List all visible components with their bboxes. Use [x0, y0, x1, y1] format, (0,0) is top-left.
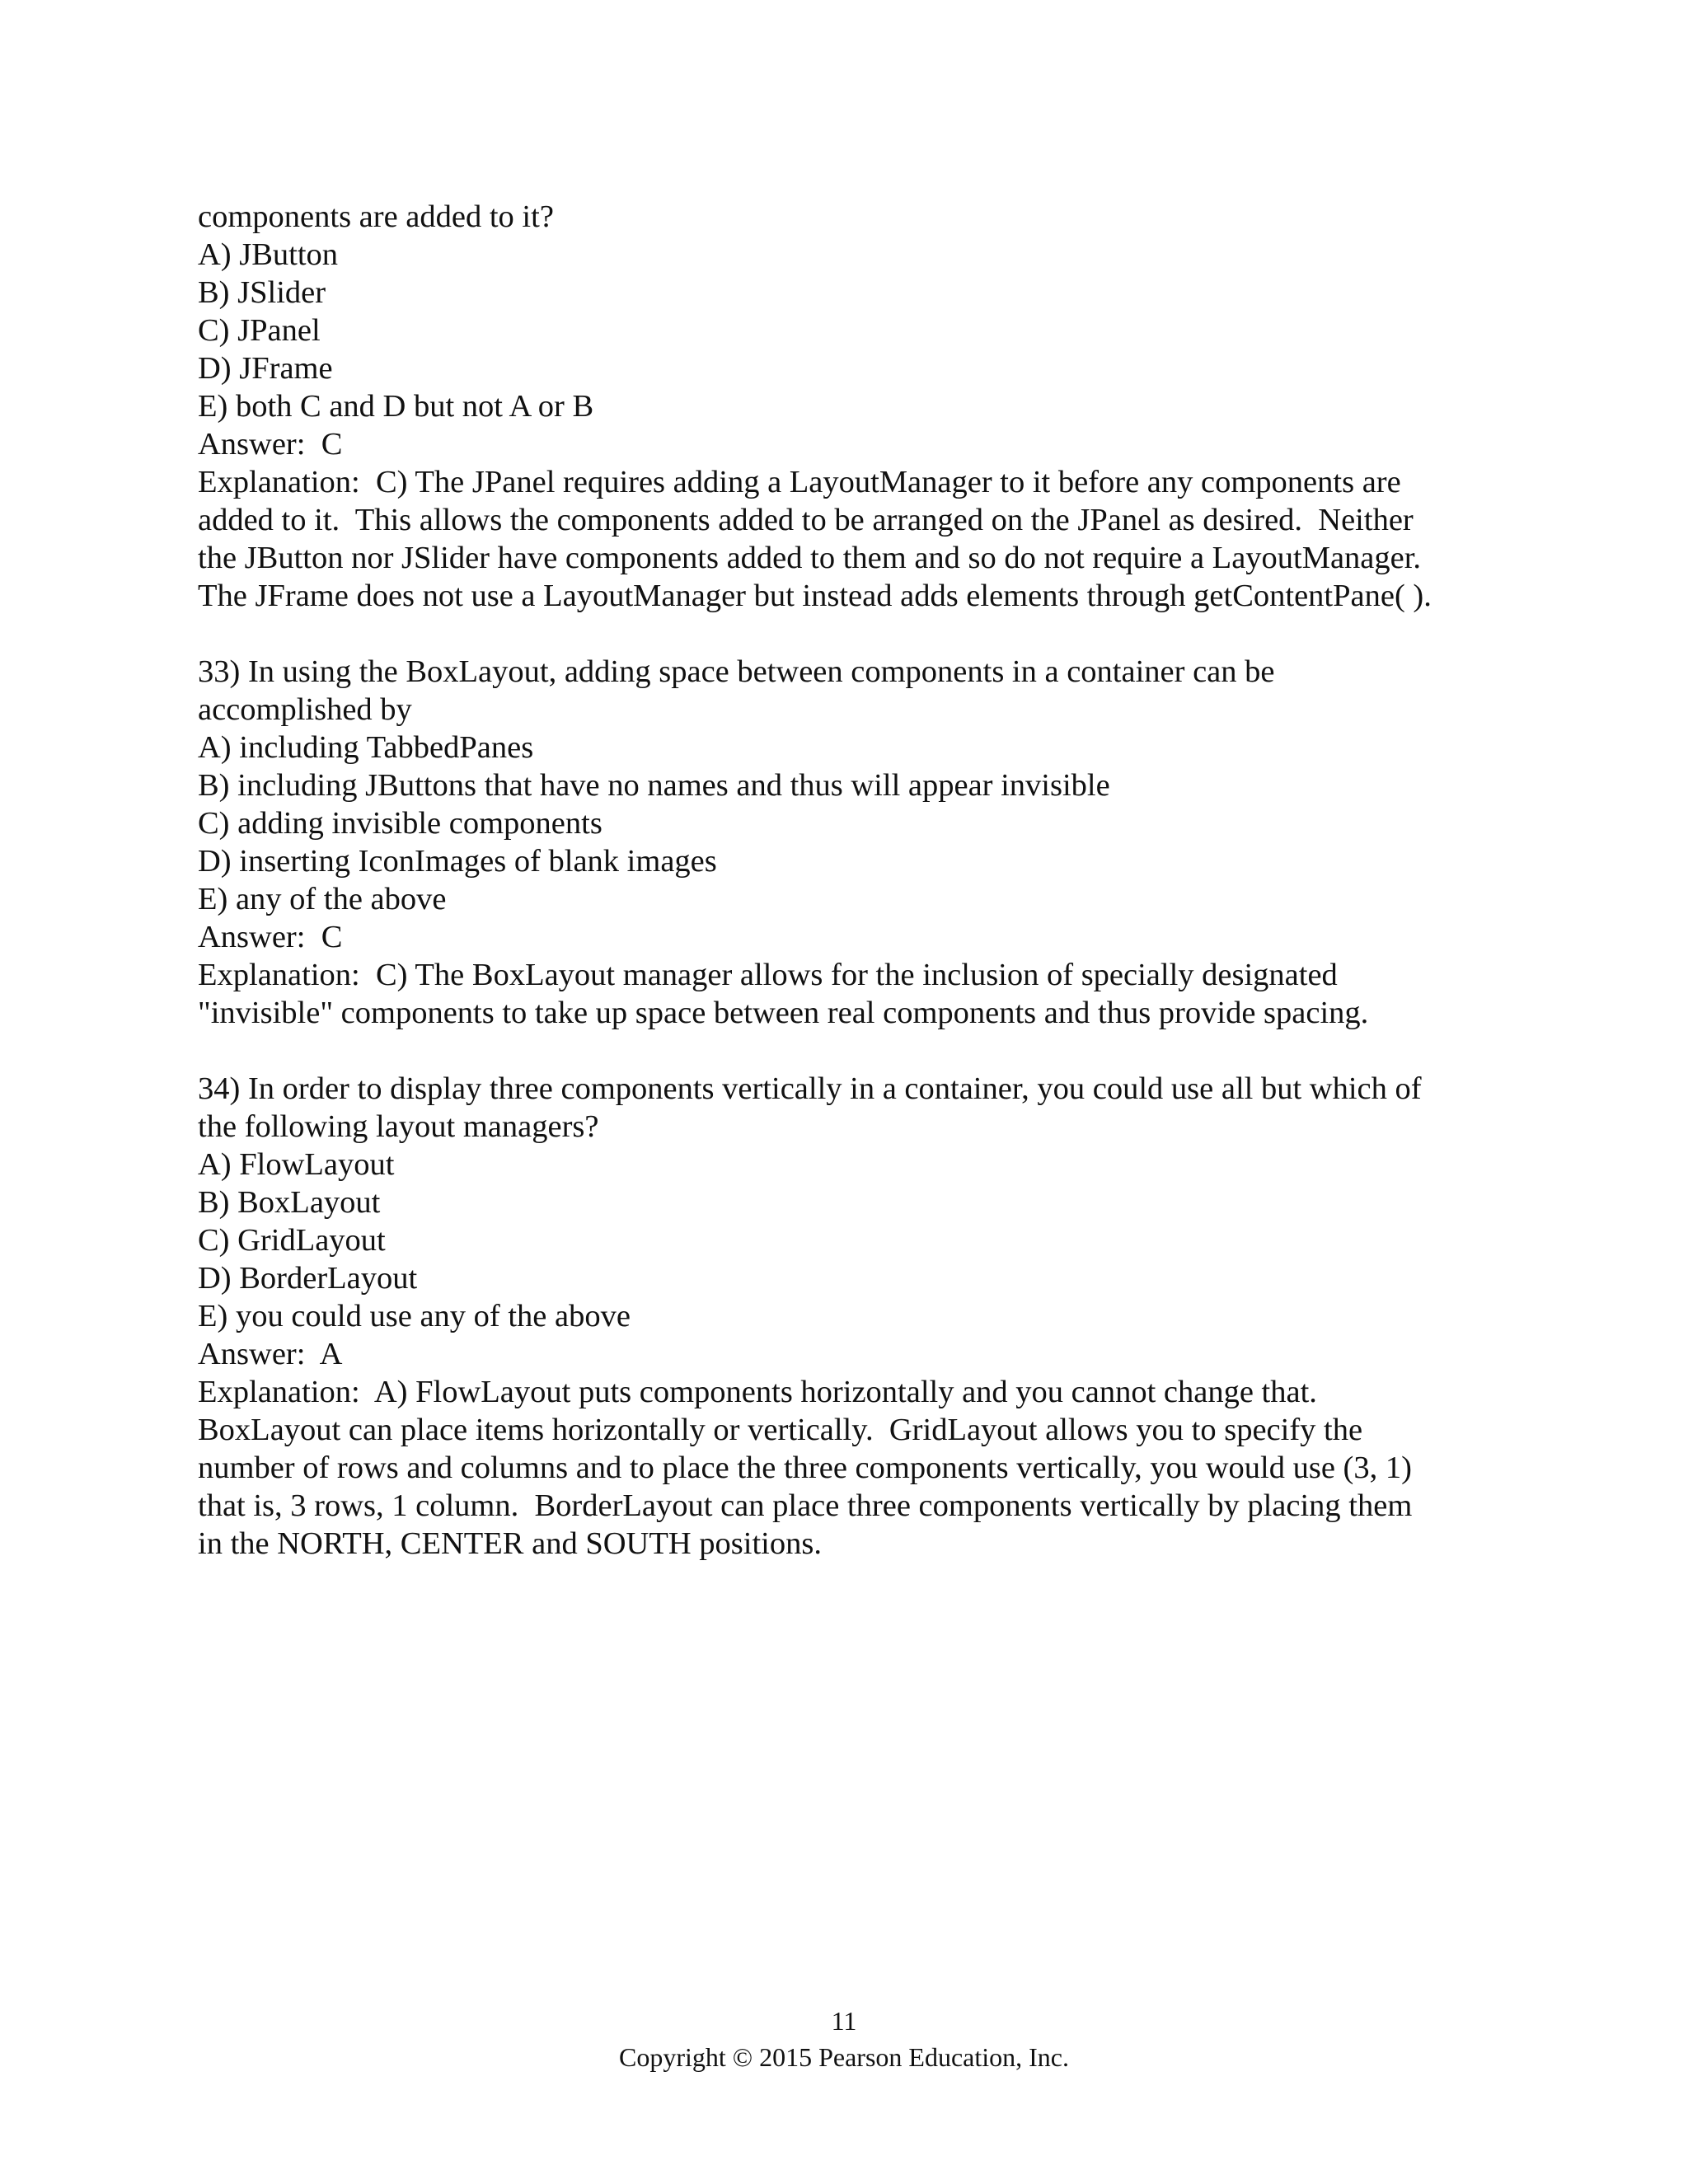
option-b: B) BoxLayout — [198, 1185, 381, 1220]
option-d: D) BorderLayout — [198, 1261, 418, 1296]
option-a: A) FlowLayout — [198, 1147, 395, 1182]
option-c: C) adding invisible components — [198, 806, 603, 841]
question-33-block — [198, 653, 1500, 1032]
explanation-line: that is, 3 rows, 1 column. BorderLayout can place three components vertically by placing them — [198, 1488, 1413, 1523]
option-b: B) including JButtons that have no names and thus will appear invisible — [198, 768, 1110, 803]
question-text: components are added to it? — [198, 199, 554, 234]
paragraph-gap — [198, 1032, 1500, 1070]
paragraph-gap — [198, 615, 1500, 653]
explanation-line: in the NORTH, CENTER and SOUTH positions. — [198, 1526, 822, 1561]
question-text: the following layout managers? — [198, 1109, 599, 1144]
answer: Answer: A — [198, 1337, 343, 1371]
document-body — [198, 198, 1500, 1563]
option-a: A) JButton — [198, 237, 339, 272]
option-c: C) GridLayout — [198, 1223, 386, 1258]
copyright-notice: Copyright © 2015 Pearson Education, Inc. — [619, 2042, 1069, 2072]
question-32-block — [198, 198, 1500, 615]
explanation-line: Explanation: A) FlowLayout puts components horizontally and you cannot change that. — [198, 1375, 1317, 1409]
question-text: accomplished by — [198, 692, 412, 727]
answer: Answer: C — [198, 427, 343, 462]
explanation-line: The JFrame does not use a LayoutManager but instead adds elements through getContentPane( ). — [198, 579, 1432, 613]
explanation-line: the JButton nor JSlider have components added to them and so do not require a LayoutManager. — [198, 541, 1422, 575]
question-text: 34) In order to display three components vertically in a container, you could use all but which of — [198, 1071, 1422, 1106]
page-number: 11 — [831, 2006, 857, 2036]
option-b: B) JSlider — [198, 275, 326, 310]
explanation-line: Explanation: C) The JPanel requires adding a LayoutManager to it before any components are — [198, 465, 1401, 499]
option-d: D) inserting IconImages of blank images — [198, 844, 717, 879]
option-d: D) JFrame — [198, 351, 333, 386]
question-text: 33) In using the BoxLayout, adding space between components in a container can be — [198, 654, 1275, 689]
explanation-line: "invisible" components to take up space between real components and thus provide spacing. — [198, 996, 1369, 1030]
option-e: E) you could use any of the above — [198, 1299, 631, 1333]
answer: Answer: C — [198, 920, 343, 954]
option-a: A) including TabbedPanes — [198, 730, 534, 765]
option-e: E) any of the above — [198, 882, 447, 916]
explanation-line: Explanation: C) The BoxLayout manager allows for the inclusion of specially designated — [198, 958, 1338, 992]
explanation-line: number of rows and columns and to place the three components vertically, you would use (3, 1) — [198, 1451, 1412, 1485]
question-34-block — [198, 1070, 1500, 1563]
option-c: C) JPanel — [198, 313, 321, 348]
option-e: E) both C and D but not A or B — [198, 389, 594, 424]
explanation-line: added to it. This allows the components added to be arranged on the JPanel as desired. Neither — [198, 503, 1414, 537]
explanation-line: BoxLayout can place items horizontally or vertically. GridLayout allows you to specify the — [198, 1413, 1363, 1447]
